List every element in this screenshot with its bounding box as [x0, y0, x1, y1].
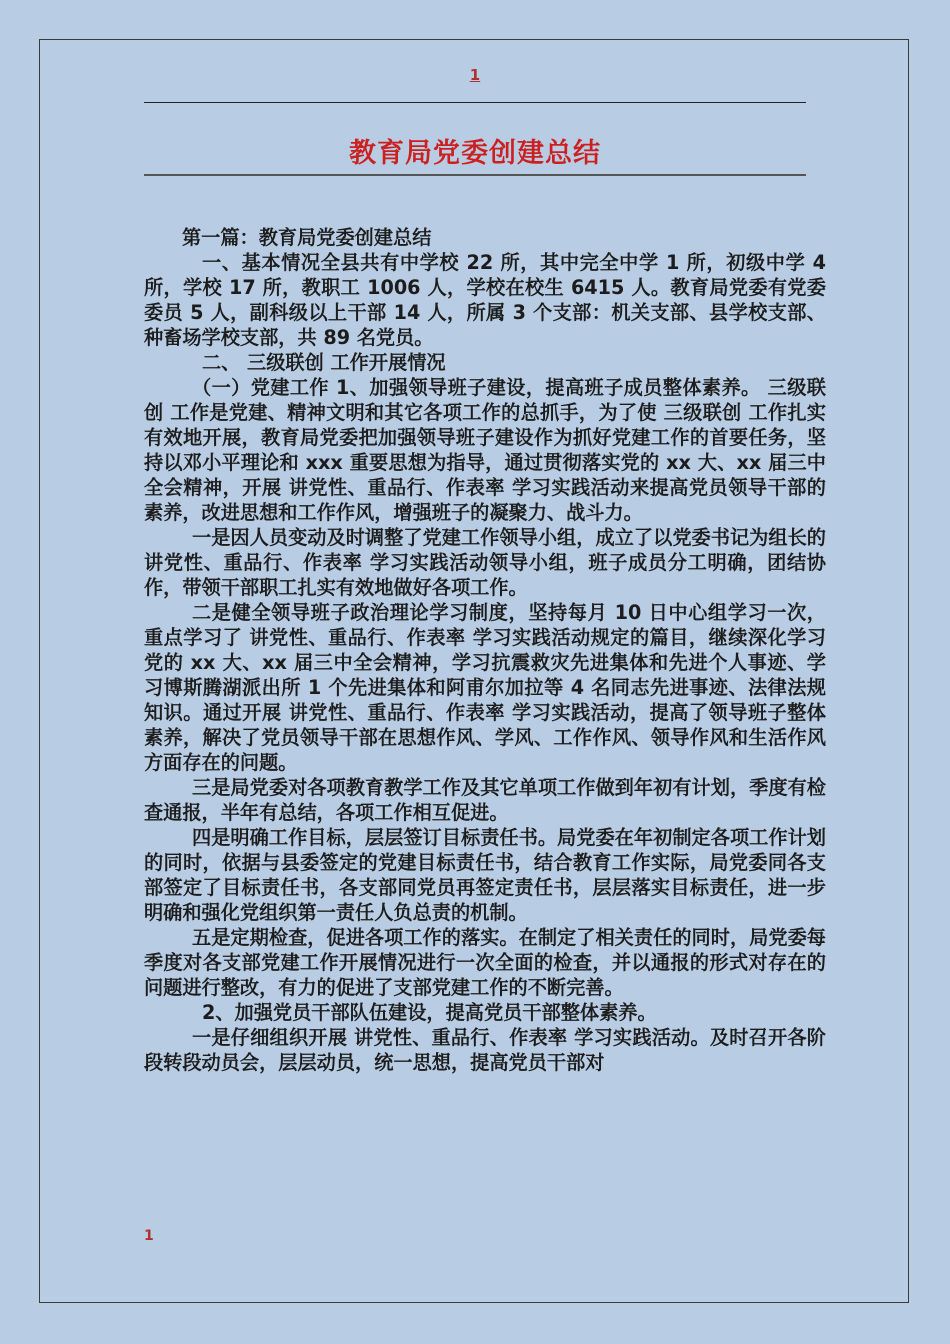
document-body: [144, 225, 826, 1075]
paragraph-cadre-first: 一是仔细组织开展 讲党性、重品行、作表率 学习实践活动。及时召开各阶段转段动员会，层层动员，统一思想，提高党员干部对: [144, 1026, 826, 1074]
paragraph-third-point: 三是局党委对各项教育教学工作及其它单项工作做到年初有计划，季度有检查通报，半年有总结，各项工作相互促进。: [144, 776, 826, 824]
paragraph-party-building: （一）党建工作 1、加强领导班子建设，提高班子成员整体素养。 三级联创 工作是党建、精神文明和其它各项工作的总抓手，为了使 三级联创 工作扎实有效地开展，教育局党委把加强领导班子建设作为抓好党建工作的首要任务，坚持以邓小平理论和 xxx 重要思想为指导，通过贯彻落实党的 xx 大、xx 届三中全会精神，开展 讲党性、重品行、作表率 学习实践活动来提高党员领导干部的素养，改进思想和工作作风，增强班子的凝聚力、战斗力。: [144, 376, 826, 524]
header-divider: [144, 102, 806, 103]
paragraph-second-point: 二是健全领导班子政治理论学习制度，坚持每月 10 日中心组学习一次，重点学习了 讲党性、重品行、作表率 学习实践活动规定的篇目，继续深化学习党的 xx 大、xx 届三中全会精神，学习抗震救灾先进集体和先进个人事迹、学习博斯腾湖派出所 1 个先进集体和阿甫尔加拉等 4 名同志先进事迹、法律法规知识。通过开展 讲党性、重品行、作表率 学习实践活动，提高了领导班子整体素养，解决了党员领导干部在思想作风、学风、工作作风、领导作风和生活作风方面存在的问题。: [144, 601, 826, 774]
paragraph-subheading: 二、 三级联创 工作开展情况: [202, 351, 446, 374]
title-divider: [144, 174, 806, 176]
paragraph-section-heading: 第一篇：教育局党委创建总结: [182, 226, 432, 249]
paragraph-basic-info: 一、基本情况全县共有中学校 22 所，其中完全中学 1 所，初级中学 4 所，学校 17 所，教职工 1006 人，学校在校生 6415 人。教育局党委有党委委员 5 人，副科级以上干部 14 人，所属 3 个支部：机关支部、县学校支部、种畜场学校支部，共 89 名党员。: [144, 251, 826, 349]
paragraph-fifth-point: 五是定期检查，促进各项工作的落实。在制定了相关责任的同时，局党委每季度对各支部党建工作开展情况进行一次全面的检查，并以通报的形式对存在的问题进行整改，有力的促进了支部党建工作的不断完善。: [144, 926, 826, 999]
footer-page-number: 1: [144, 1228, 154, 1244]
document-title: 教育局党委创建总结: [349, 138, 601, 169]
paragraph-cadre-heading: 2、加强党员干部队伍建设，提高党员干部整体素养。: [202, 1001, 657, 1024]
paragraph-first-point: 一是因人员变动及时调整了党建工作领导小组，成立了以党委书记为组长的 讲党性、重品行、作表率 学习实践活动领导小组，班子成员分工明确，团结协作，带领干部职工扎实有效地做好各项工作。: [144, 526, 826, 599]
header-page-number: 1: [469, 66, 481, 84]
paragraph-fourth-point: 四是明确工作目标，层层签订目标责任书。局党委在年初制定各项工作计划的同时，依据与县委签定的党建目标责任书，结合教育工作实际，局党委同各支部签定了目标责任书，各支部同党员再签定责任书，层层落实目标责任，进一步明确和强化党组织第一责任人负总责的机制。: [144, 826, 826, 924]
